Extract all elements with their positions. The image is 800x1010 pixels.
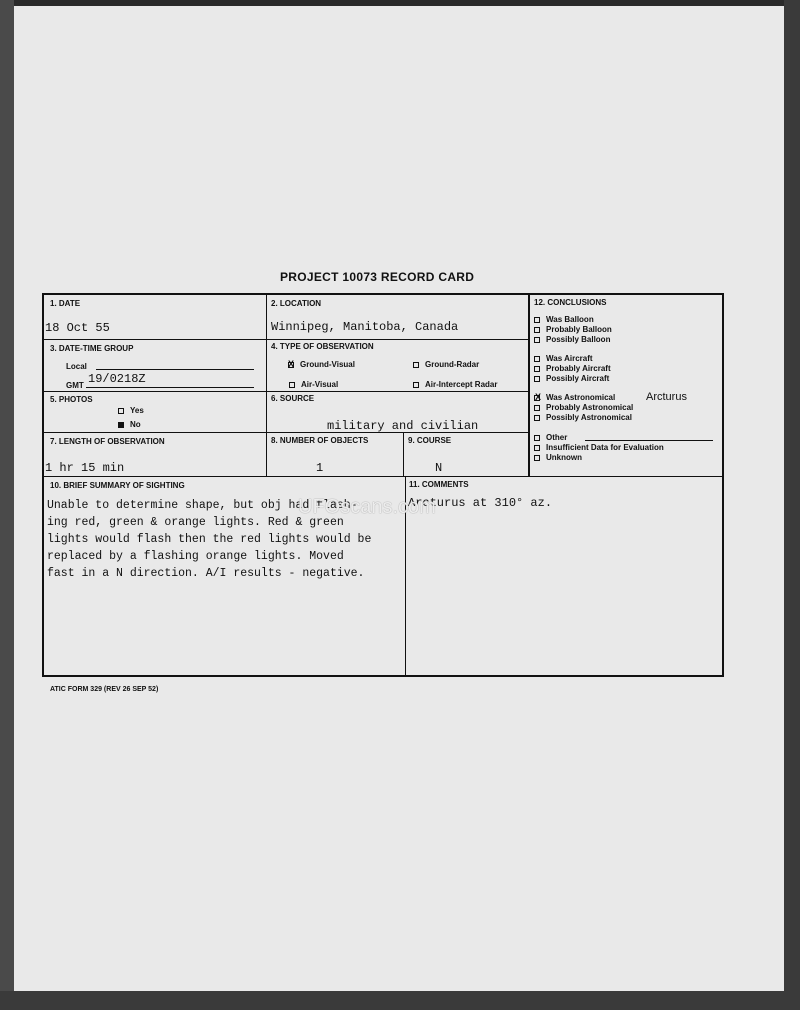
checkbox-icon: [413, 382, 419, 388]
conclusion-was-astronomical: X Was Astronomical: [535, 391, 616, 402]
checkbox-icon: [534, 405, 540, 411]
date-value: 18 Oct 55: [45, 321, 110, 335]
checkbox-icon: [534, 415, 540, 421]
comments-value: Arcturus at 310° az.: [408, 496, 553, 510]
form-footer: ATIC FORM 329 (REV 26 SEP 52): [50, 686, 159, 693]
gmt-value: 19/0218Z: [88, 372, 146, 386]
location-label: 2. LOCATION: [271, 299, 322, 308]
date-time-group-label: 3. DATE-TIME GROUP: [50, 344, 134, 353]
row-divider-4: [42, 476, 724, 477]
conclusion-probably-astronomical: Probably Astronomical: [534, 403, 633, 412]
conclusion-possibly-aircraft: Possibly Aircraft: [534, 374, 609, 383]
course-value: N: [435, 461, 443, 475]
local-underline: [96, 369, 254, 370]
row-divider-2: [42, 391, 530, 392]
comments-label: 11. COMMENTS: [409, 480, 469, 489]
conclusion-probably-aircraft: Probably Aircraft: [534, 364, 611, 373]
astronomical-note: Arcturus: [646, 391, 687, 403]
checkbox-struck-icon: [118, 422, 124, 428]
summary-line: lights would flash then the red lights would be: [47, 533, 372, 546]
gmt-label: GMT: [66, 381, 84, 390]
checkbox-icon: [534, 435, 540, 441]
photos-yes: Yes: [118, 406, 144, 415]
conclusion-was-balloon: Was Balloon: [534, 315, 594, 324]
conclusion-other: Other: [534, 433, 567, 442]
scan-right-edge: [784, 0, 800, 1010]
checkbox-icon: [534, 356, 540, 362]
checkbox-icon: [118, 408, 124, 414]
checkbox-checked-icon: X: [288, 358, 295, 369]
checkbox-icon: [534, 376, 540, 382]
conclusion-was-aircraft: Was Aircraft: [534, 354, 593, 363]
date-label: 1. DATE: [50, 299, 81, 308]
summary-line: replaced by a flashing orange lights. Moved: [47, 550, 344, 563]
conclusion-insufficient-data: Insufficient Data for Evaluation: [534, 443, 664, 452]
source-value: military and civilian: [327, 419, 479, 433]
checkbox-icon: [534, 327, 540, 333]
length-value: 1 hr 15 min: [45, 461, 125, 475]
checkbox-icon: [534, 337, 540, 343]
checkbox-icon: [534, 366, 540, 372]
column-divider: [266, 293, 267, 476]
summary-line: ing red, green & orange lights. Red & green: [47, 516, 344, 529]
checkbox-icon: [289, 382, 295, 388]
scan-bottom-edge: [0, 991, 800, 1010]
option-air-intercept-radar: Air-Intercept Radar: [413, 380, 497, 389]
scan-left-edge: [0, 0, 14, 1010]
card-title: PROJECT 10073 RECORD CARD: [280, 270, 475, 284]
conclusion-possibly-balloon: Possibly Balloon: [534, 335, 610, 344]
row-divider-1: [42, 339, 530, 340]
source-label: 6. SOURCE: [271, 394, 315, 403]
summary-line: fast in a N direction. A/I results - negative.: [47, 567, 365, 580]
conclusions-divider: [528, 293, 530, 476]
option-ground-visual: X Ground-Visual: [288, 358, 355, 369]
checkbox-icon: [413, 362, 419, 368]
photos-no: No: [118, 420, 141, 429]
gmt-underline: [86, 387, 254, 388]
conclusions-label: 12. CONCLUSIONS: [534, 298, 607, 307]
option-ground-radar: Ground-Radar: [413, 360, 479, 369]
course-divider: [403, 432, 404, 477]
other-underline: [585, 440, 713, 441]
photos-label: 5. PHOTOS: [50, 395, 93, 404]
conclusion-unknown: Unknown: [534, 453, 582, 462]
course-label: 9. COURSE: [408, 436, 452, 445]
conclusion-possibly-astronomical: Possibly Astronomical: [534, 413, 632, 422]
local-label: Local: [66, 362, 87, 371]
summary-line: Unable to determine shape, but obj had flash-: [47, 499, 358, 512]
option-air-visual: Air-Visual: [289, 380, 338, 389]
checkbox-checked-icon: X: [535, 391, 542, 402]
brief-summary-label: 10. BRIEF SUMMARY OF SIGHTING: [50, 481, 185, 490]
location-value: Winnipeg, Manitoba, Canada: [271, 320, 459, 334]
length-label: 7. LENGTH OF OBSERVATION: [50, 437, 165, 446]
type-of-observation-label: 4. TYPE OF OBSERVATION: [271, 342, 374, 351]
number-of-objects-value: 1: [316, 461, 324, 475]
checkbox-icon: [534, 445, 540, 451]
watermark: UFOscans.com: [298, 496, 436, 518]
number-of-objects-label: 8. NUMBER OF OBJECTS: [271, 436, 369, 445]
checkbox-icon: [534, 317, 540, 323]
conclusion-probably-balloon: Probably Balloon: [534, 325, 612, 334]
checkbox-icon: [534, 455, 540, 461]
